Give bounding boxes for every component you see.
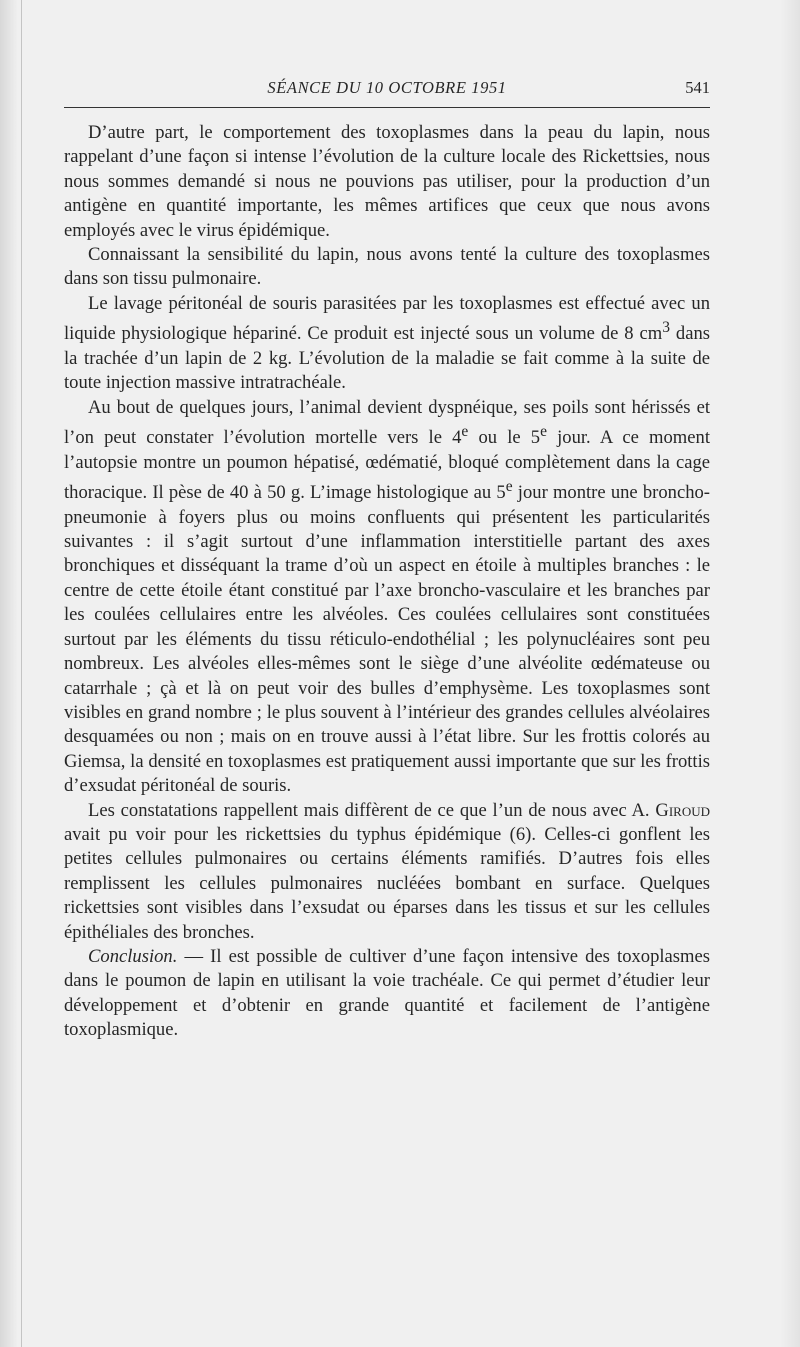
paragraph-5 [64, 799, 710, 945]
paragraph-4-text-c: jour. A ce moment l’autopsie montre un poumon hépatisé, œdématié, bloqué complètement dans la cage thoracique. Il pèse de 40 à 50 g. L’image histologique au 5 [64, 427, 710, 504]
paragraph-4-text-d: jour montre une broncho-pneumonie à foyers plus ou moins confluents qui présentent les particularités suivantes : il s’agit surtout d’une inflammation interstitielle partant des axes bronchiques et disséquant la trame d’où un aspect en étoile à multiples branches : le centre de cette étoile étant constitué par l’axe broncho-vasculaire et les branches par les coulées cellulaires entre les alvéoles. Ces coulées cellulaires sont constituées surtout par les éléments du tissu réticulo-endothélial ; les polynucléaires sont peu nombreux. Les alvéoles elles-mêmes sont le siège d’une alvéolite œdémateuse ou catarrhale ; çà et là on peut voir des bulles d’emphysème. Les toxoplasmes sont visibles en grand nombre ; le plus souvent à l’intérieur des grandes cellules alvéolaires desquamées ou non ; mais on en trouve aussi à l’état libre. Sur les frottis colorés au Giemsa, la densité en toxoplasmes est pratiquement aussi importante que sur les frottis d’exsudat péritonéal de souris. [64, 482, 710, 797]
conclusion-text: — Il est possible de cultiver d’une façon intensive des toxoplasmes dans le poumon de lapin en utilisant la voie trachéale. Ce qui permet d’étudier leur développement et d’obtenir en grande quantité et facilement de l’antigène toxoplasmique. [64, 945, 710, 1041]
paragraph-conclusion [64, 945, 710, 1043]
article-body [64, 121, 710, 1043]
paragraph-4-text-a: Au bout de quelques jours, l’animal devient dyspnéique, ses poils sont hérissés et l’on peut constater l’évolution mortelle vers le 4 [64, 396, 710, 449]
superscript-cubic: 3 [662, 319, 670, 337]
paragraph-3-text-b: dans la trachée d’un lapin de 2 kg. L’évolution de la maladie se fait comme à la suite de toute injection massive intratrachéale. [64, 323, 711, 394]
paragraph-1: D’autre part, le comportement des toxoplasmes dans la peau du lapin, nous rappelant d’une façon si intense l’évolution de la culture locale des Rickettsies, nous nous sommes demandé si nous ne pouvions pas utiliser, pour la production d’un antigène en quantité importante, les mêmes artifices que ceux que nous avons employés avec le virus épidémique. [64, 122, 710, 241]
paragraph-4 [64, 396, 710, 799]
paragraph-3 [64, 292, 710, 396]
paragraph-5-text-a: Les constatations rappellent mais diffèrent de ce que l’un de nous avec A. [88, 799, 656, 821]
author-name: Giroud [655, 799, 710, 821]
superscript-ordinal: e [461, 423, 469, 441]
paragraph-2: Connaissant la sensibilité du lapin, nous avons tenté la culture des toxoplasmes dans son tissu pulmonaire. [64, 244, 710, 290]
paragraph-3-text-a: Le lavage péritonéal de souris parasitées par les toxoplasmes est effectué avec un liquide physiologique hépariné. Ce produit est injecté sous un volume de 8 cm [64, 292, 710, 345]
superscript-ordinal: e [540, 423, 547, 441]
header-rule [64, 107, 710, 108]
running-title: SÉANCE DU 10 OCTOBRE 1951 [267, 78, 507, 97]
paragraph-5-text-b: avait pu voir pour les rickettsies du typhus épidémique (6). Celles-ci gonflent les petites cellules pulmonaires ou certains éléments ramifiés. D’autres fois elles remplissent les cellules pulmonaires nucléées bombant en surface. Quelques rickettsies sont visibles dans l’exsudat ou éparses dans les tissus et sur les cellules épithéliales des bronches. [64, 823, 710, 943]
superscript-ordinal: e [505, 478, 513, 496]
binding-gutter [21, 0, 22, 1347]
page-header [64, 78, 710, 102]
conclusion-label: Conclusion. [88, 945, 178, 967]
paragraph-4-text-b: ou le 5 [468, 427, 541, 449]
page-number: 541 [685, 78, 710, 97]
